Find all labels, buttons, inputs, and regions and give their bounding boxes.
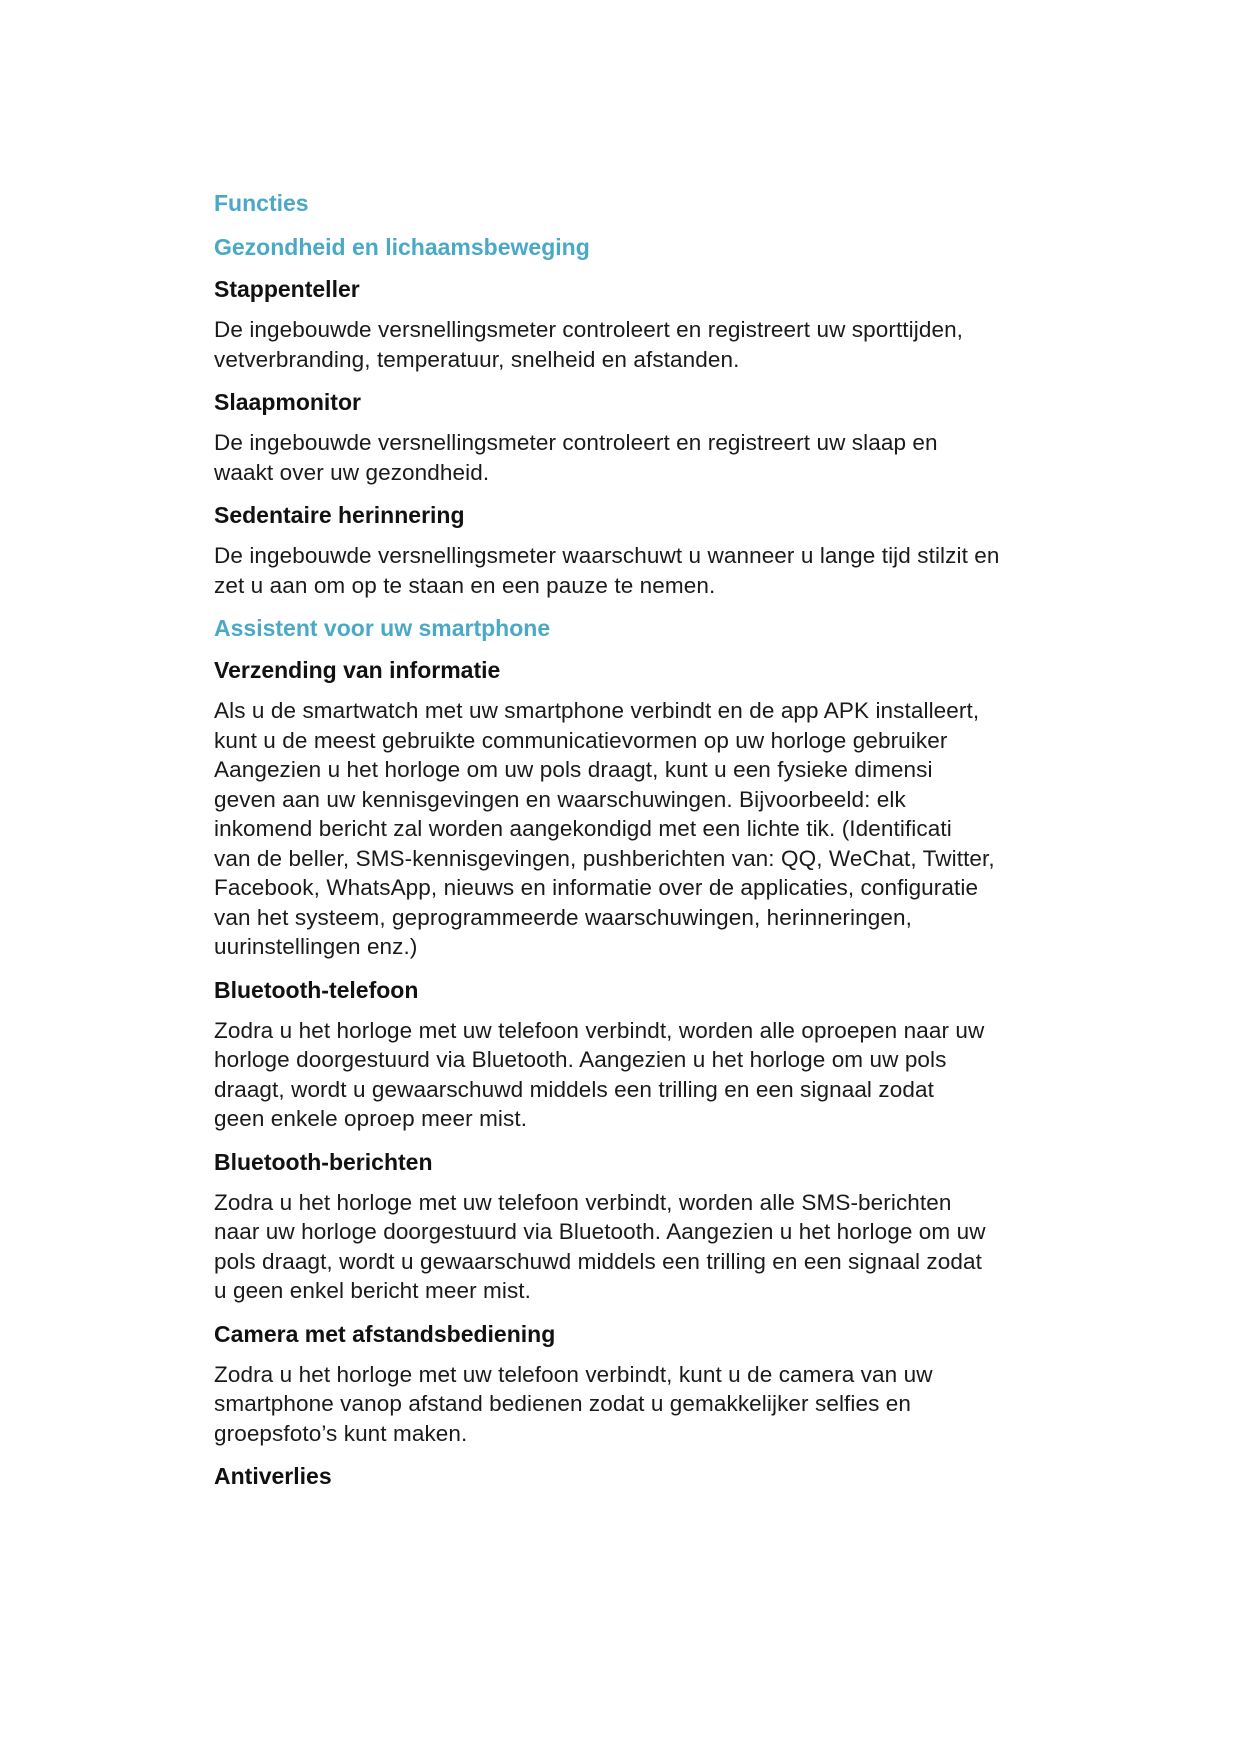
text-line: u geen enkel bericht meer mist.: [214, 1278, 532, 1303]
text-line: De ingebouwde versnellingsmeter controleert en registreert uw sporttijden,: [214, 317, 964, 342]
bt-phone-title: Bluetooth-telefoon: [214, 976, 419, 1003]
text-line: smartphone vanop afstand bedienen zodat u gemakkelijker selfies en: [214, 1391, 912, 1416]
sedentary-title: Sedentaire herinnering: [214, 502, 465, 528]
section-title: Functies: [214, 190, 309, 216]
step-counter-title: Stappenteller: [214, 276, 360, 302]
text-line: geven aan uw kennisgevingen en waarschuwingen. Bijvoorbeeld: elk: [214, 786, 906, 812]
text-line: Zodra u het horloge met uw telefoon verbindt, worden alle oproepen naar uw: [214, 1017, 985, 1043]
text-line: Aangezien u het horloge om uw pols draagt, kunt u een fysieke dimensi: [214, 757, 933, 782]
text-line: uurinstellingen enz.): [214, 934, 418, 959]
info-transfer-title: Verzending van informatie: [214, 657, 501, 683]
remote-camera-title: Camera met afstandsbediening: [214, 1320, 556, 1347]
bt-phone-text: [214, 1016, 1039, 1134]
text-line: Facebook, WhatsApp, nieuws en informatie over de applicaties, configuratie: [214, 875, 979, 900]
text-line: vetverbranding, temperatuur, snelheid en afstanden.: [214, 346, 740, 372]
text-line: van het systeem, geprogrammeerde waarschuwingen, herinneringen,: [214, 904, 912, 930]
text-line: groepsfoto’s kunt maken.: [214, 1420, 468, 1446]
text-line: Als u de smartwatch met uw smartphone verbindt en de app APK installeert,: [214, 698, 980, 723]
text-line: kunt u de meest gebruikte communicatievormen op uw horloge gebruiker: [214, 727, 948, 753]
assistant-heading: Assistent voor uw smartphone: [214, 615, 551, 641]
text-line: Zodra u het horloge met uw telefoon verbindt, worden alle SMS-berichten: [214, 1189, 952, 1215]
text-line: draagt, wordt u gewaarschuwd middels een trilling en een signaal zodat: [214, 1076, 934, 1102]
text-line: inkomend bericht zal worden aangekondigd met een lichte tik. (Identificati: [214, 816, 952, 841]
text-line: horloge doorgestuurd via Bluetooth. Aangezien u het horloge om uw pols: [214, 1047, 947, 1072]
sleep-monitor-text: [214, 428, 1039, 487]
anti-loss-title: Antiverlies: [214, 1463, 332, 1489]
text-line: geen enkele oproep meer mist.: [214, 1106, 528, 1131]
text-line: van de beller, SMS-kennisgevingen, pushberichten van: QQ, WeChat, Twitter,: [214, 845, 995, 871]
text-line: waakt over uw gezondheid.: [214, 459, 490, 485]
text-line: De ingebouwde versnellingsmeter controleert en registreert uw slaap en: [214, 430, 938, 455]
document-content: [214, 189, 1039, 1490]
remote-camera-text: [214, 1360, 1039, 1449]
text-line: zet u aan om op te staan en een pauze te nemen.: [214, 572, 716, 598]
sedentary-text: [214, 541, 1039, 600]
text-line: De ingebouwde versnellingsmeter waarschuwt u wanneer u lange tijd stilzit en: [214, 543, 1000, 568]
health-heading: Gezondheid en lichaamsbeweging: [214, 234, 590, 260]
bt-messages-title: Bluetooth-berichten: [214, 1148, 433, 1175]
text-line: pols draagt, wordt u gewaarschuwd middels een trilling en een signaal zodat: [214, 1248, 982, 1274]
sleep-monitor-title: Slaapmonitor: [214, 389, 361, 415]
text-line: naar uw horloge doorgestuurd via Bluetooth. Aangezien u het horloge om uw: [214, 1219, 986, 1244]
bt-messages-text: [214, 1188, 1039, 1306]
text-line: Zodra u het horloge met uw telefoon verbindt, kunt u de camera van uw: [214, 1361, 933, 1387]
step-counter-text: [214, 315, 1039, 374]
info-transfer-text: [214, 696, 1039, 962]
